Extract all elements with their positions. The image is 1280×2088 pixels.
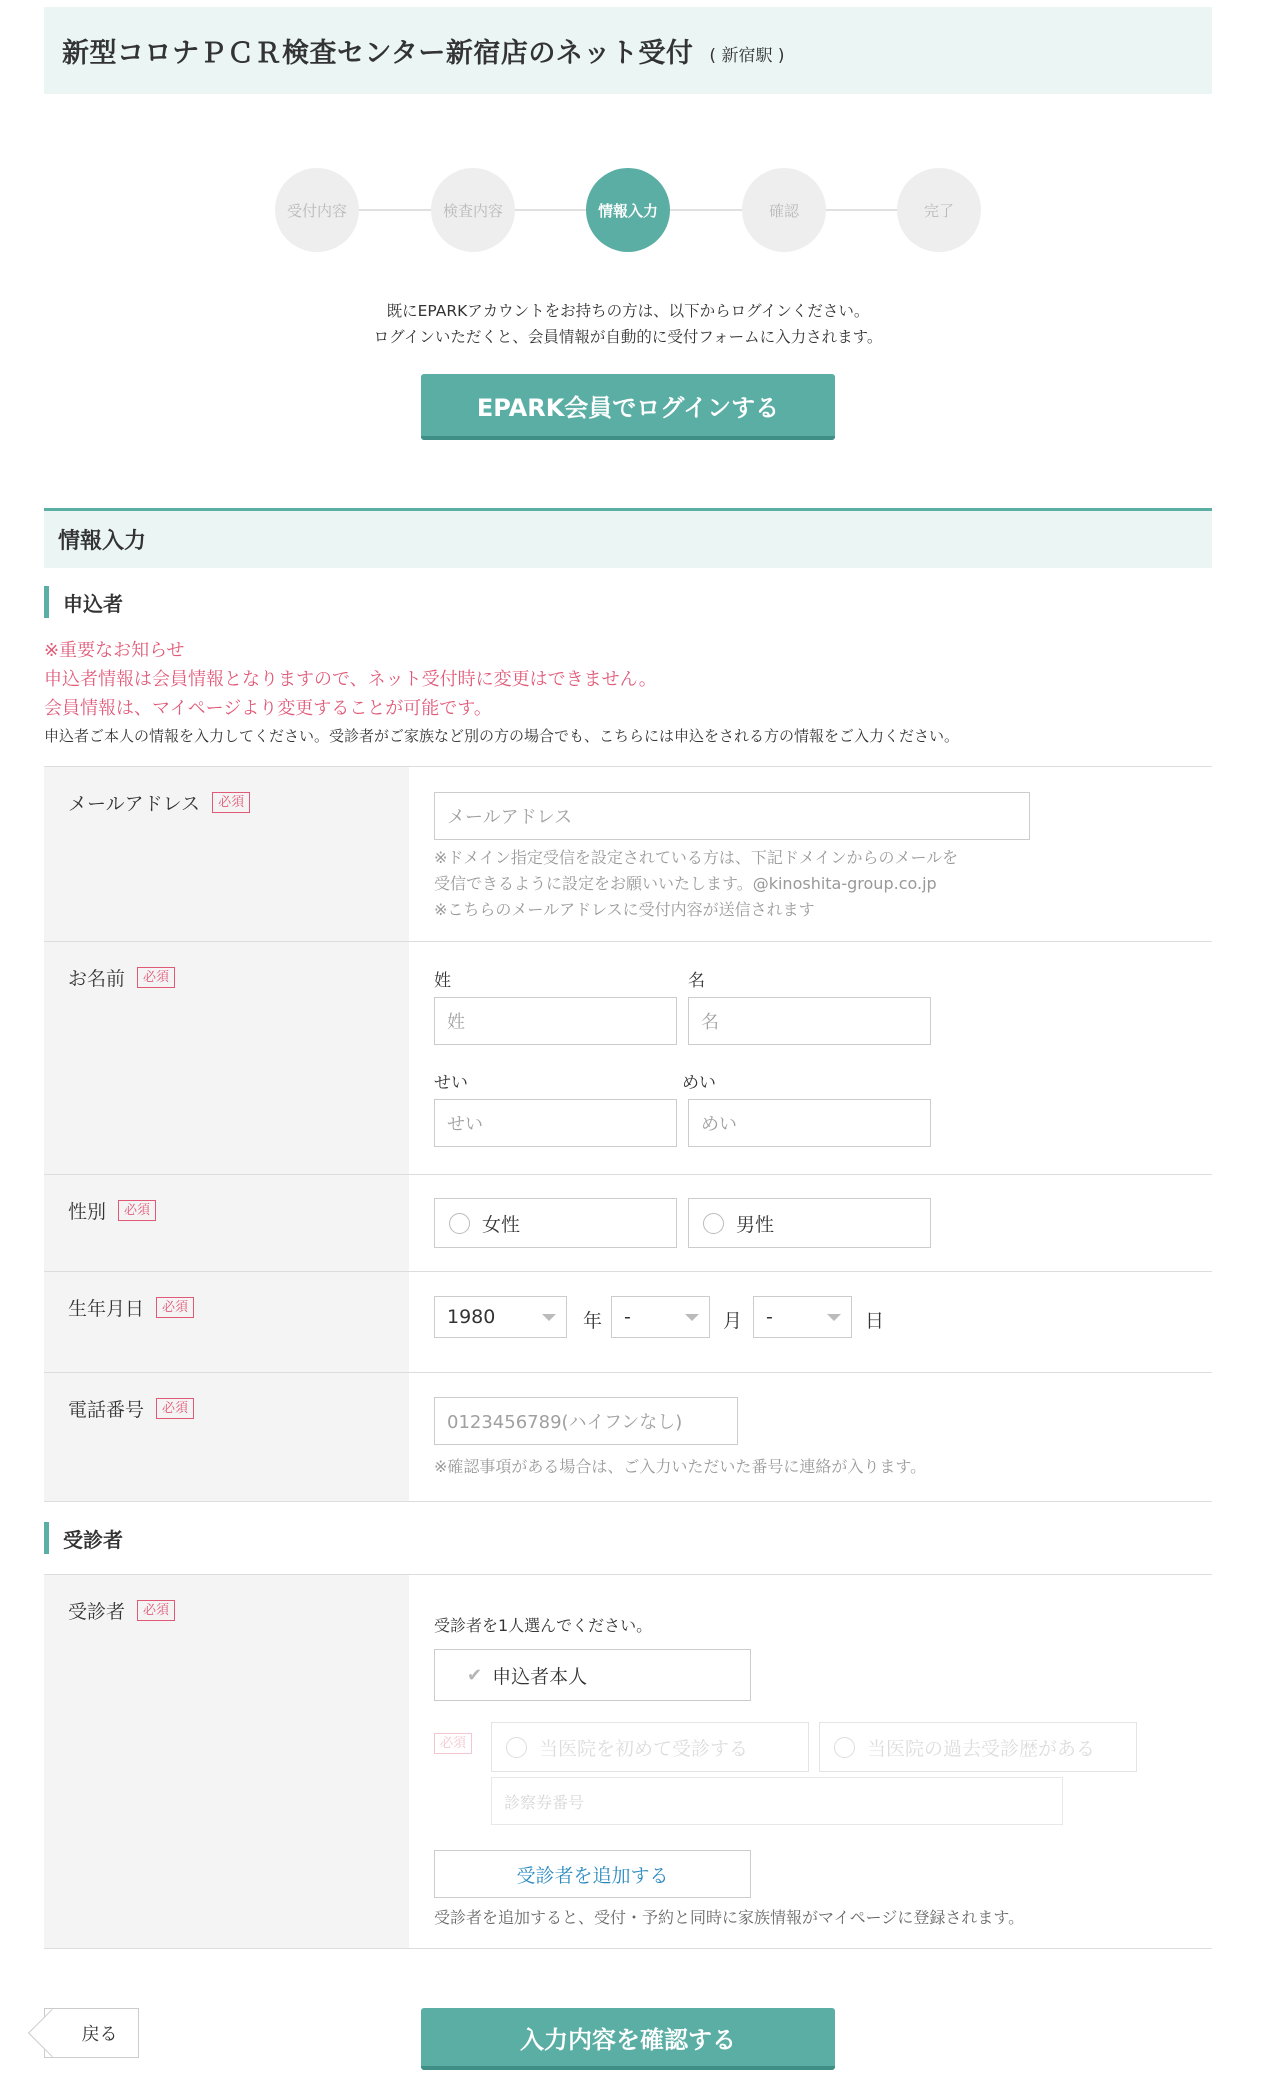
applicant-notice <box>44 636 1212 749</box>
email-label: メールアドレス <box>68 793 201 815</box>
birth-year-value: 1980 <box>447 1306 496 1328</box>
first-visit-radio[interactable] <box>491 1722 809 1772</box>
patient-row <box>44 1574 1212 1948</box>
patient-heading: 受診者 <box>44 1522 123 1554</box>
phone-input[interactable]: 0123456789(ハイフンなし) <box>434 1397 738 1445</box>
gender-row <box>44 1174 1212 1271</box>
epark-login-button[interactable]: EPARK会員でログインする <box>421 374 835 440</box>
notice-line-1: 申込者情報は会員情報となりますので、ネット受付時に変更はできません。 <box>44 669 657 690</box>
day-unit: 日 <box>865 1310 885 1332</box>
required-badge: 必須 <box>156 1297 194 1318</box>
gender-male-label: 男性 <box>736 1213 775 1236</box>
birth-day-value: - <box>766 1306 773 1328</box>
birth-day-select[interactable] <box>753 1296 852 1338</box>
radio-circle-icon <box>449 1213 470 1234</box>
email-help-2: 受信できるように設定をお願いいたします。@kinoshita-group.co.jp <box>434 874 937 893</box>
gender-label: 性別 <box>68 1201 107 1223</box>
required-badge-disabled: 必須 <box>434 1733 472 1754</box>
phone-help: ※確認事項がある場合は、ご入力いただいた番号に連絡が入ります。 <box>434 1457 927 1476</box>
patient-label: 受診者 <box>68 1601 126 1623</box>
returning-visit-label: 当医院の過去受診歴がある <box>867 1737 1096 1760</box>
email-help <box>434 845 958 923</box>
phone-label: 電話番号 <box>68 1399 145 1421</box>
required-badge: 必須 <box>156 1398 194 1419</box>
step-reception: 受付内容 <box>275 168 359 252</box>
applicant-heading: 申込者 <box>44 586 123 618</box>
patient-instruction: 受診者を1人選んでください。 <box>434 1616 653 1635</box>
birthday-row <box>44 1271 1212 1372</box>
back-button[interactable] <box>44 2008 139 2058</box>
page-title: 新型コロナＰＣＲ検査センター新宿店のネット受付 <box>62 38 694 69</box>
returning-visit-radio[interactable] <box>819 1722 1137 1772</box>
name-label: お名前 <box>68 968 126 990</box>
step-info-input: 情報入力 <box>586 168 670 252</box>
mei-label: 名 <box>688 971 705 991</box>
radio-circle-icon <box>506 1737 527 1758</box>
birth-month-select[interactable] <box>611 1296 710 1338</box>
login-line-2: ログインいただくと、会員情報が自動的に受付フォームに入力されます。 <box>373 328 883 346</box>
gender-male-radio[interactable] <box>688 1198 931 1248</box>
chevron-left-icon <box>28 2009 76 2057</box>
mei-kana-input[interactable]: めい <box>688 1099 931 1147</box>
chevron-down-icon <box>827 1314 841 1321</box>
sei-label: 姓 <box>434 971 451 991</box>
required-badge: 必須 <box>137 1600 175 1621</box>
gender-female-label: 女性 <box>482 1213 521 1236</box>
add-patient-button[interactable]: 受診者を追加する <box>434 1850 751 1898</box>
patient-self-option[interactable] <box>434 1649 751 1701</box>
patient-card-number-input[interactable]: 診察券番号 <box>491 1777 1063 1825</box>
radio-circle-icon <box>834 1737 855 1758</box>
email-help-1: ※ドメイン指定受信を設定されている方は、下記ドメインからのメールを <box>434 848 959 867</box>
radio-circle-icon <box>703 1213 724 1234</box>
chevron-down-icon <box>542 1314 556 1321</box>
step-complete: 完了 <box>897 168 981 252</box>
phone-row <box>44 1372 1212 1501</box>
progress-stepper <box>275 168 981 252</box>
sei-input[interactable]: 姓 <box>434 997 677 1045</box>
page-header <box>44 7 1212 94</box>
notice-line-2: 会員情報は、マイページより変更することが可能です。 <box>44 698 492 719</box>
sei-kana-input[interactable]: せい <box>434 1099 677 1147</box>
patient-self-label: 申込者本人 <box>492 1665 588 1688</box>
gender-female-radio[interactable] <box>434 1198 677 1248</box>
step-test: 検査内容 <box>431 168 515 252</box>
chevron-down-icon <box>685 1314 699 1321</box>
section-title: 情報入力 <box>44 508 1212 568</box>
step-confirm: 確認 <box>742 168 826 252</box>
name-row <box>44 941 1212 1174</box>
mei-kana-label: めい <box>682 1073 716 1093</box>
email-help-3: ※こちらのメールアドレスに受付内容が送信されます <box>434 900 815 919</box>
add-patient-note: 受診者を追加すると、受付・予約と同時に家族情報がマイページに登録されます。 <box>434 1908 1025 1927</box>
birth-month-value: - <box>624 1306 631 1328</box>
first-visit-label: 当医院を初めて受診する <box>539 1737 749 1760</box>
birthday-label: 生年月日 <box>68 1298 145 1320</box>
station-label: ( 新宿駅 ) <box>709 46 785 66</box>
required-badge: 必須 <box>212 792 250 813</box>
login-line-1: 既にEPARKアカウントをお持ちの方は、以下からログインください。 <box>386 302 870 320</box>
divider <box>44 1501 1212 1502</box>
email-row <box>44 766 1212 941</box>
birth-year-select[interactable] <box>434 1296 567 1338</box>
email-input[interactable]: メールアドレス <box>434 792 1030 840</box>
required-badge: 必須 <box>118 1200 156 1221</box>
login-description <box>44 298 1212 350</box>
year-unit: 年 <box>583 1310 603 1332</box>
checkmark-icon: ✔ <box>467 1664 483 1686</box>
divider <box>44 1948 1212 1949</box>
notice-line-3: 申込者ご本人の情報を入力してください。受診者がご家族など別の方の場合でも、こちらには申込をされる方の情報をご入力ください。 <box>44 727 960 745</box>
back-button-label: 戻る <box>81 2024 118 2045</box>
mei-input[interactable]: 名 <box>688 997 931 1045</box>
required-badge: 必須 <box>137 967 175 988</box>
sei-kana-label: せい <box>434 1073 468 1093</box>
month-unit: 月 <box>723 1310 743 1332</box>
confirm-button[interactable]: 入力内容を確認する <box>421 2008 835 2070</box>
notice-title: ※重要なお知らせ <box>44 640 185 661</box>
